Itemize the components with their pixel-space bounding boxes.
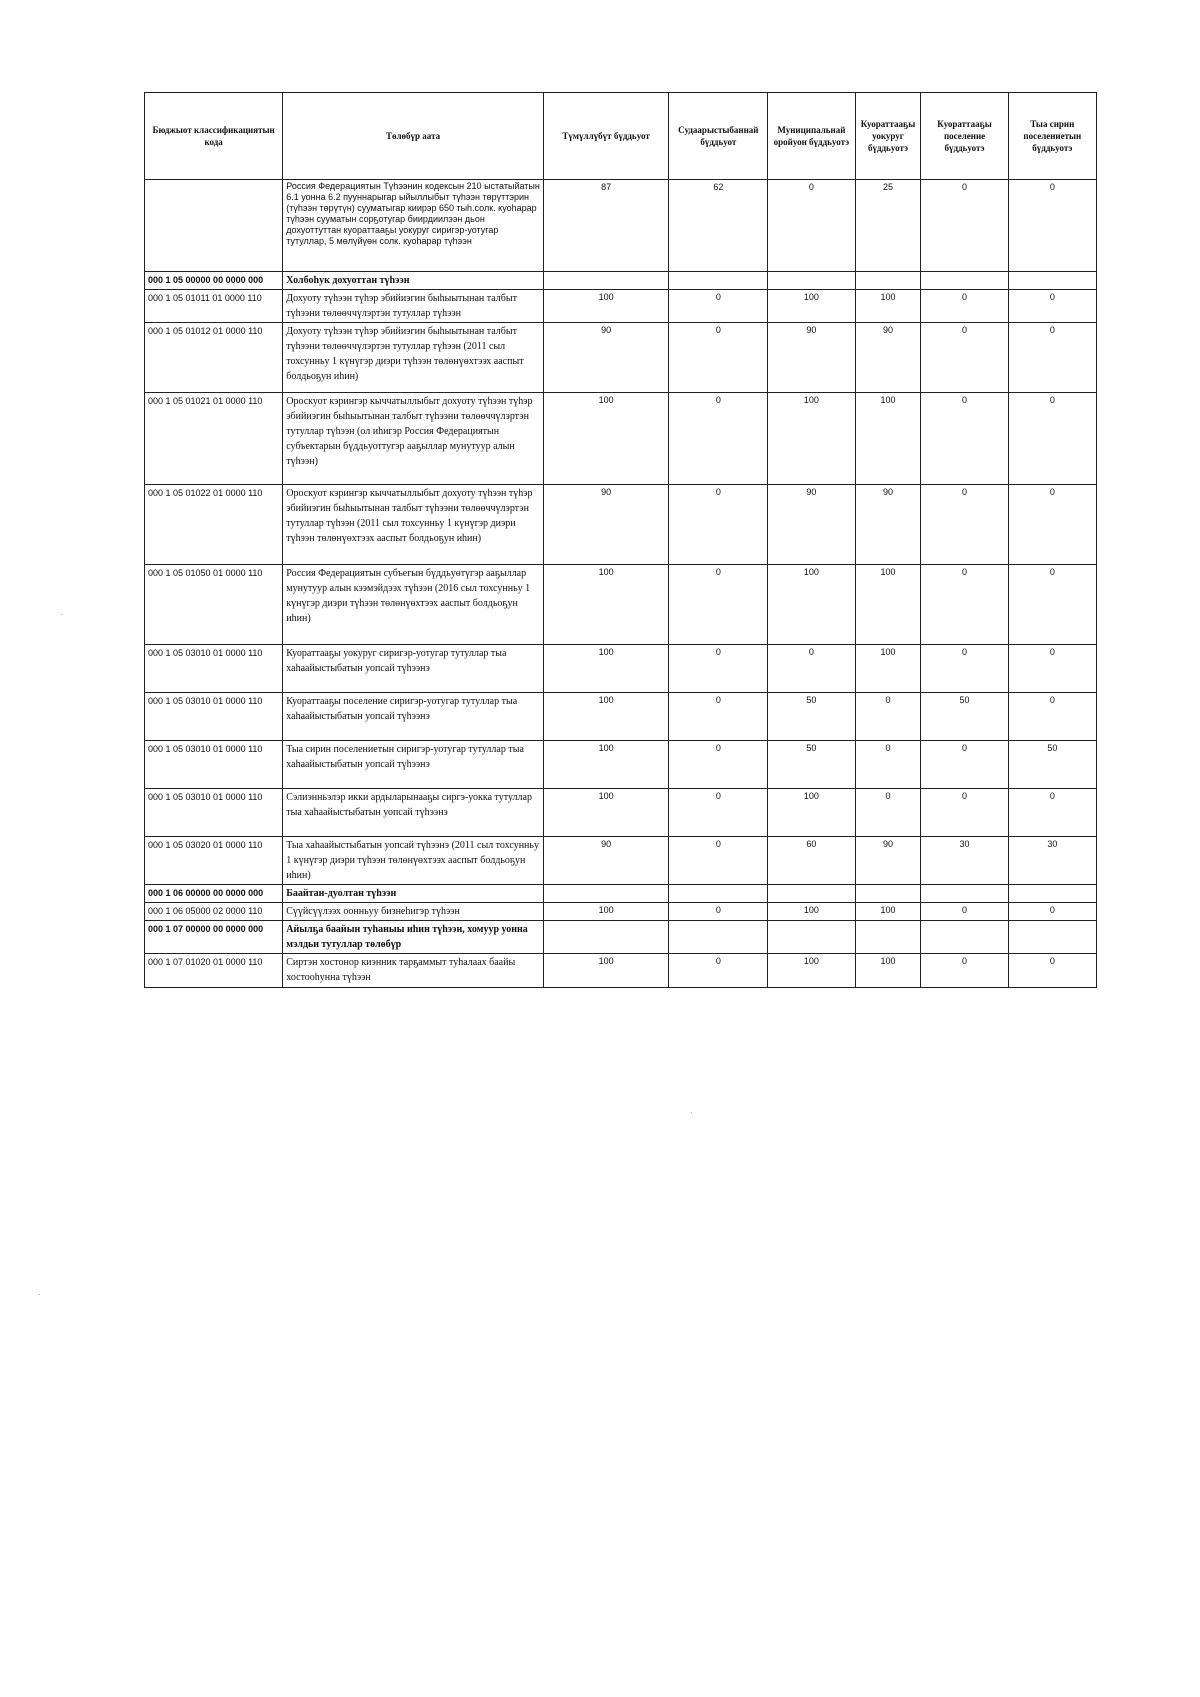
state-value-cell: 0 [669,741,768,789]
table-header-row [145,93,1097,180]
budget-distribution-table [144,92,1097,988]
state-value-cell: 0 [669,565,768,645]
table-row [145,323,1097,393]
municipal-district-value-cell: 100 [768,789,855,837]
state-value-cell: 0 [669,645,768,693]
consolidated-value-cell: 100 [543,645,669,693]
rural-settlement-value-cell: 0 [1008,393,1096,485]
table-row [145,485,1097,565]
state-value-cell: 0 [669,693,768,741]
budget-code-cell: 000 1 05 03010 01 0000 110 [145,741,283,789]
city-district-value-cell: 100 [855,954,921,988]
municipal-district-value-cell: 0 [768,645,855,693]
city-settlement-value-cell: 0 [921,180,1008,272]
budget-code-cell: 000 1 05 03010 01 0000 110 [145,693,283,741]
municipal-district-value-cell: 90 [768,323,855,393]
header-consolidated-budget: Түмүллүбүт бүддьуот [543,93,669,180]
city-district-value-cell: 90 [855,323,921,393]
consolidated-value-cell: 100 [543,789,669,837]
table-row [145,645,1097,693]
consolidated-value-cell [543,885,669,903]
table-row [145,885,1097,903]
municipal-district-value-cell: 100 [768,903,855,921]
rural-settlement-value-cell: 0 [1008,789,1096,837]
state-value-cell: 0 [669,485,768,565]
consolidated-value-cell: 87 [543,180,669,272]
payment-name-cell: Тыа хаһаайыстыбатын уопсай түһээнэ (2011 сыл тохсунньу 1 күнүгэр диэри түһээн төлөнүөхтээх ааспыт болдьоҕун иһин) [283,837,544,885]
state-value-cell: 0 [669,789,768,837]
state-value-cell: 0 [669,393,768,485]
city-district-value-cell: 90 [855,485,921,565]
table-row [145,789,1097,837]
state-value-cell: 0 [669,837,768,885]
table-row [145,903,1097,921]
municipal-district-value-cell [768,885,855,903]
rural-settlement-value-cell: 0 [1008,645,1096,693]
budget-code-cell: 000 1 05 01012 01 0000 110 [145,323,283,393]
consolidated-value-cell: 90 [543,323,669,393]
city-district-value-cell [855,921,921,954]
municipal-district-value-cell: 60 [768,837,855,885]
payment-name-cell: Сиртэн хостонор киэнник тарҕаммыт туһалаах баайы хостооһунна түһээн [283,954,544,988]
payment-name-cell: Тыа сирин поселениетын сиригэр-уотугар тутуллар тыа хаһаайыстыбатын уопсай түһээнэ [283,741,544,789]
state-value-cell: 0 [669,954,768,988]
city-settlement-value-cell: 30 [921,837,1008,885]
header-city-district-budget: Куораттааҕы уокуруг бүддьуотэ [855,93,921,180]
consolidated-value-cell: 100 [543,741,669,789]
city-settlement-value-cell: 0 [921,789,1008,837]
scan-speck: · [60,610,63,619]
consolidated-value-cell: 100 [543,903,669,921]
header-city-settlement-budget: Куораттааҕы поселение бүддьуотэ [921,93,1008,180]
city-settlement-value-cell: 0 [921,485,1008,565]
header-rural-settlement-budget: Тыа сирин поселениетын бүддьуотэ [1008,93,1096,180]
payment-name-cell: Дохуоту түһээн түһэр эбийиэгин быһыытынан талбыт түһээни төлөөччүлэртэн тутуллар түһээн (2011 сыл тохсунньу 1 күнүгэр диэри түһээн төлөнүөхтээх ааспыт болдьоҕун иһин) [283,323,544,393]
budget-code-cell: 000 1 05 03010 01 0000 110 [145,645,283,693]
rural-settlement-value-cell: 0 [1008,954,1096,988]
payment-name-cell: Куораттааҕы поселение сиригэр-уотугар тутуллар тыа хаһаайыстыбатын уопсай түһээнэ [283,693,544,741]
consolidated-value-cell [543,921,669,954]
table-row [145,290,1097,323]
rural-settlement-value-cell [1008,272,1096,290]
city-settlement-value-cell: 0 [921,565,1008,645]
consolidated-value-cell: 100 [543,393,669,485]
city-district-value-cell: 100 [855,903,921,921]
budget-code-cell: 000 1 05 01022 01 0000 110 [145,485,283,565]
table-row [145,393,1097,485]
header-municipal-district-budget: Муниципальнай оройуон бүддьуотэ [768,93,855,180]
budget-code-cell: 000 1 05 03020 01 0000 110 [145,837,283,885]
payment-name-cell: Дохуоту түһээн түһэр эбийиэгин быһыытынан талбыт түһээни төлөөччүлэртэн тутуллар түһээн [283,290,544,323]
budget-code-cell: 000 1 06 05000 02 0000 110 [145,903,283,921]
payment-name-cell: Куораттааҕы уокуруг сиригэр-уотугар тутуллар тыа хаһаайыстыбатын уопсай түһээнэ [283,645,544,693]
rural-settlement-value-cell: 0 [1008,485,1096,565]
city-district-value-cell [855,272,921,290]
municipal-district-value-cell: 100 [768,290,855,323]
rural-settlement-value-cell [1008,885,1096,903]
municipal-district-value-cell: 100 [768,954,855,988]
municipal-district-value-cell: 50 [768,741,855,789]
rural-settlement-value-cell: 0 [1008,290,1096,323]
city-settlement-value-cell: 0 [921,323,1008,393]
budget-code-cell: 000 1 06 00000 00 0000 000 [145,885,283,903]
budget-code-cell: 000 1 05 01050 01 0000 110 [145,565,283,645]
payment-name-cell: Россия Федерациятын Түһээнин кодексын 210 ыстатыйатын 6.1 уонна 6.2 пууннарыгар ыйыллыбыт түһээн төрүттэрин (түһээн төрүтүн) сууматыгар киирэр 650 тыһ.солк. куоһарар түһээн сууматын сорҕотугар биирдиилээн дьон дохуоттуттан куораттааҕы уокуруг сиригэр-уотугар тутуллар, 5 мөлүйүөн солк. куоһарар түһээн [283,180,544,272]
table-row [145,741,1097,789]
consolidated-value-cell: 100 [543,290,669,323]
city-settlement-value-cell [921,921,1008,954]
state-value-cell: 0 [669,323,768,393]
budget-code-cell: 000 1 07 00000 00 0000 000 [145,921,283,954]
city-district-value-cell: 0 [855,789,921,837]
payment-name-cell: Сүүйсүүлээх оонньуу бизнеһигэр түһээн [283,903,544,921]
city-settlement-value-cell: 0 [921,903,1008,921]
budget-code-cell [145,180,283,272]
municipal-district-value-cell [768,272,855,290]
rural-settlement-value-cell: 0 [1008,180,1096,272]
rural-settlement-value-cell [1008,921,1096,954]
rural-settlement-value-cell: 0 [1008,565,1096,645]
table-row [145,921,1097,954]
city-settlement-value-cell: 0 [921,954,1008,988]
consolidated-value-cell: 100 [543,565,669,645]
table-body [145,180,1097,988]
budget-table-sheet [144,92,1097,988]
budget-code-cell: 000 1 05 00000 00 0000 000 [145,272,283,290]
city-settlement-value-cell: 0 [921,290,1008,323]
municipal-district-value-cell [768,921,855,954]
table-row [145,837,1097,885]
municipal-district-value-cell: 100 [768,565,855,645]
city-district-value-cell: 0 [855,741,921,789]
city-district-value-cell: 100 [855,565,921,645]
header-payment-name: Төлөбүр аата [283,93,544,180]
municipal-district-value-cell: 50 [768,693,855,741]
state-value-cell [669,272,768,290]
city-settlement-value-cell: 50 [921,693,1008,741]
consolidated-value-cell: 100 [543,693,669,741]
municipal-district-value-cell: 100 [768,393,855,485]
city-settlement-value-cell [921,885,1008,903]
payment-name-cell: Айылҕа баайын туһаныы иһин түһээн, хомуур уонна мэлдьи тутуллар төлөбүр [283,921,544,954]
city-district-value-cell: 0 [855,693,921,741]
rural-settlement-value-cell: 0 [1008,903,1096,921]
city-district-value-cell: 100 [855,645,921,693]
city-district-value-cell: 90 [855,837,921,885]
payment-name-cell: Баайтан-дуолтан түһээн [283,885,544,903]
rural-settlement-value-cell: 0 [1008,323,1096,393]
payment-name-cell: Россия Федерациятын субъегын бүддьуөтүгэр ааҕыллар мунутуур алын кээмэйдээх түһээн (2016 сыл тохсунньу 1 күнүгэр диэри түһээн төлөнүөхтээх ааспыт болдьоҕун иһин) [283,565,544,645]
payment-name-cell: Ороскуот кэрингэр кыччатыллыбыт дохуоту түһээн түһэр эбийиэгин быһыытынан талбыт түһээни төлөөччүлэртэн тутуллар түһээн (2011 сыл тохсунньу 1 күнүгэр диэри түһээн төлөнүөхтээх ааспыт болдьоҕун иһин) [283,485,544,565]
state-value-cell [669,921,768,954]
city-district-value-cell: 100 [855,290,921,323]
budget-code-cell: 000 1 07 01020 01 0000 110 [145,954,283,988]
header-budget-code: Бюджыот классификациятын кода [145,93,283,180]
city-settlement-value-cell [921,272,1008,290]
table-row [145,693,1097,741]
municipal-district-value-cell: 0 [768,180,855,272]
city-district-value-cell [855,885,921,903]
budget-code-cell: 000 1 05 01011 01 0000 110 [145,290,283,323]
consolidated-value-cell: 100 [543,954,669,988]
table-row [145,954,1097,988]
budget-code-cell: 000 1 05 03010 01 0000 110 [145,789,283,837]
scan-speck: · [690,1108,693,1117]
state-value-cell: 0 [669,290,768,323]
payment-name-cell: Сэлиэнньэлэр икки ардыларынааҕы сиргэ-уокка тутуллар тыа хаһаайыстыбатын уопсай түһээнэ [283,789,544,837]
payment-name-cell: Холбоһук дохуоттан түһээн [283,272,544,290]
rural-settlement-value-cell: 30 [1008,837,1096,885]
budget-code-cell: 000 1 05 01021 01 0000 110 [145,393,283,485]
city-district-value-cell: 100 [855,393,921,485]
city-settlement-value-cell: 0 [921,393,1008,485]
rural-settlement-value-cell: 0 [1008,693,1096,741]
municipal-district-value-cell: 90 [768,485,855,565]
state-value-cell: 62 [669,180,768,272]
header-state-budget: Судаарыстыбаннай бүддьуот [669,93,768,180]
rural-settlement-value-cell: 50 [1008,741,1096,789]
payment-name-cell: Ороскуот кэрингэр кыччатыллыбыт дохуоту түһээн түһэр эбийиэгин быһыытынан талбыт түһээни төлөөччүлэртэн тутуллар түһээн (ол иһигэр Россия Федерациятын субъектарын бүддьуоттугэр ааҕыллар мунутуур алын түһээн) [283,393,544,485]
scan-speck: · [38,1290,41,1299]
consolidated-value-cell: 90 [543,837,669,885]
table-row [145,565,1097,645]
city-district-value-cell: 25 [855,180,921,272]
state-value-cell [669,885,768,903]
table-row [145,180,1097,272]
table-row [145,272,1097,290]
city-settlement-value-cell: 0 [921,741,1008,789]
consolidated-value-cell: 90 [543,485,669,565]
city-settlement-value-cell: 0 [921,645,1008,693]
consolidated-value-cell [543,272,669,290]
state-value-cell: 0 [669,903,768,921]
